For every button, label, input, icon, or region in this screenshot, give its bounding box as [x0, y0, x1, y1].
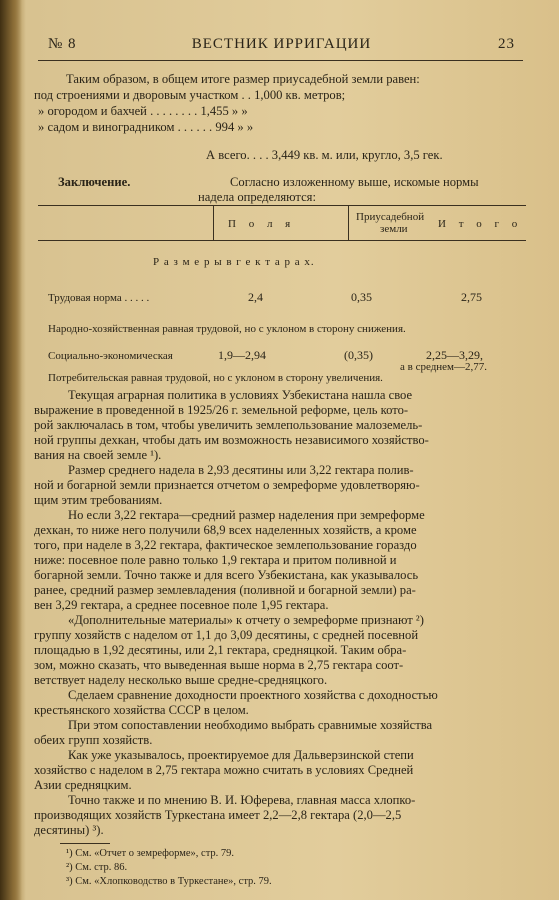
- body-line: крестьянского хозяйства СССР в целом.: [34, 703, 249, 717]
- body-line: выражение в проведенной в 1925/26 г. земельной реформе, цель кото-: [34, 403, 409, 417]
- intro-total: А всего. . . . 3,449 кв. м. или, кругло, 3,5 гек.: [206, 148, 443, 162]
- row-value-fields: 1,9—2,94: [218, 348, 266, 362]
- body-line: щим этим требованиям.: [34, 493, 163, 507]
- body-line: Азии средняцким.: [34, 778, 132, 792]
- body-line: хозяйство с наделом в 2,75 гектара можно считать в условиях Средней: [34, 763, 414, 777]
- footnote-2: ²) См. стр. 86.: [66, 862, 128, 873]
- body-line: дехкан, то ниже него получили 68,9 всех наделенных хозяйств, а кроме: [34, 523, 417, 537]
- issue-number: № 8: [48, 36, 77, 52]
- col-header-plot-a: Приусадебной: [356, 211, 425, 223]
- header-rule: [38, 60, 523, 61]
- body-line: ветствует наделу несколько выше средне-средняцкого.: [34, 673, 328, 687]
- norms-table: [38, 205, 526, 384]
- col-header-total: И т о г о: [438, 218, 523, 230]
- footnote-1: ¹) См. «Отчет о земреформе», стр. 79.: [66, 848, 235, 859]
- conclusion-text-1: Согласно изложенному выше, искомые нормы: [230, 175, 479, 189]
- body-line: Но если 3,22 гектара—средний размер наделения при земреформе: [68, 508, 425, 522]
- body-line: Как уже указывалось, проектируемое для Дальверзинской степи: [68, 748, 414, 762]
- body-line: «Дополнительные материалы» к отчету о земреформе признают ²): [68, 613, 424, 627]
- row-value-plot: 0,35: [351, 290, 372, 304]
- body-line: производящих хозяйств Туркестана имеет 2,2—2,8 гектара (2,0—2,5: [34, 808, 402, 822]
- table-note-economy: Народно-хозяйственная равная трудовой, но с уклоном в сторону снижения.: [48, 323, 406, 335]
- page-header: [48, 36, 515, 60]
- table-divider: [348, 206, 349, 240]
- intro-row-buildings: под строениями и дворовым участком . . 1,000 кв. метров;: [34, 88, 346, 102]
- body-line: Сделаем сравнение доходности проектного хозяйства с доходностью: [68, 688, 438, 702]
- table-note-consumer: Потребительская равная трудовой, но с уклоном в сторону увеличения.: [48, 372, 383, 384]
- row-label-socioeconomic: Социально-экономическая: [48, 350, 173, 362]
- intro-lead: Таким образом, в общем итоге размер приусадебной земли равен:: [66, 72, 420, 86]
- col-header-plot-b: земли: [380, 223, 408, 235]
- body-line: того, при наделе в 3,22 гектара, фактическое землепользование гораздо: [34, 538, 417, 552]
- row-value-plot: (0,35): [344, 348, 373, 362]
- table-units-row: Р а з м е р ы в г е к т а р а х.: [153, 256, 315, 268]
- intro-row-orchard: » садом и виноградником . . . . . . 994 » »: [38, 120, 254, 134]
- body-line: Размер среднего надела в 2,93 десятины или 3,22 гектара полив-: [68, 463, 414, 477]
- body-line: обеих групп хозяйств.: [34, 733, 153, 747]
- body-line: ной и богарной земли признается отчетом о земреформе удовлетворяю-: [34, 478, 420, 492]
- body-line: вен 3,29 гектара, а среднее посевное поле 1,95 гектара.: [34, 598, 329, 612]
- col-header-fields: П о л я: [228, 218, 296, 230]
- body-line: Текущая аграрная политика в условиях Узбекистана нашла свое: [68, 388, 413, 402]
- row-value-total: 2,75: [461, 290, 482, 304]
- body-line: зом, можно сказать, что выведенная выше норма в 2,75 гектара соот-: [34, 658, 404, 672]
- row-average-note: а в среднем—2,77.: [400, 361, 488, 373]
- body-line: десятины) ³).: [34, 823, 104, 837]
- table-divider: [213, 206, 214, 240]
- row-label-labour-norm: Трудовая норма . . . . .: [48, 292, 150, 304]
- intro-row-garden: » огородом и бахчей . . . . . . . . 1,455 » »: [38, 104, 248, 118]
- journal-title: ВЕСТНИК ИРРИГАЦИИ: [191, 36, 372, 52]
- footnote-rule: [60, 843, 110, 844]
- conclusion-text-2: надела определяются:: [198, 190, 316, 204]
- body-line: ранее, средний размер землевладения (поливной и богарной земли) ра-: [34, 583, 416, 597]
- body-line: группу хозяйств с наделом от 1,1 до 3,09 десятины, с средней посевной: [34, 628, 419, 642]
- conclusion-heading: Заключение.: [58, 175, 131, 189]
- body-line: вания на своей земле ¹).: [34, 448, 162, 462]
- body-line: площадью в 1,92 десятины, или 2,1 гектара, средняцкой. Таким обра-: [34, 643, 407, 657]
- table-header: [38, 206, 526, 241]
- body-line: Точно также и по мнению В. И. Юферева, главная масса хлопко-: [68, 793, 416, 807]
- book-spine-shadow: [0, 0, 22, 900]
- body-line: При этом сопоставлении необходимо выбрать сравнимые хозяйства: [68, 718, 433, 732]
- footnote-3: ³) См. «Хлопководство в Туркестане», стр. 79.: [66, 876, 272, 887]
- page-number: 23: [498, 36, 515, 52]
- row-value-fields: 2,4: [248, 290, 263, 304]
- body-line: ниже: посевное поле равно только 1,9 гектара и притом поливной и: [34, 553, 397, 567]
- body-line: богарной земли. Точно также и для всего Узбекистана, как указывалось: [34, 568, 419, 582]
- row-value-total: 2,25—3,29,: [426, 348, 483, 362]
- body-line: ной группы дехкан, чтобы дать им возможность независимого хозяйство-: [34, 433, 429, 447]
- body-line: рой заключалась в том, чтобы увеличить землепользование малоземель-: [34, 418, 423, 432]
